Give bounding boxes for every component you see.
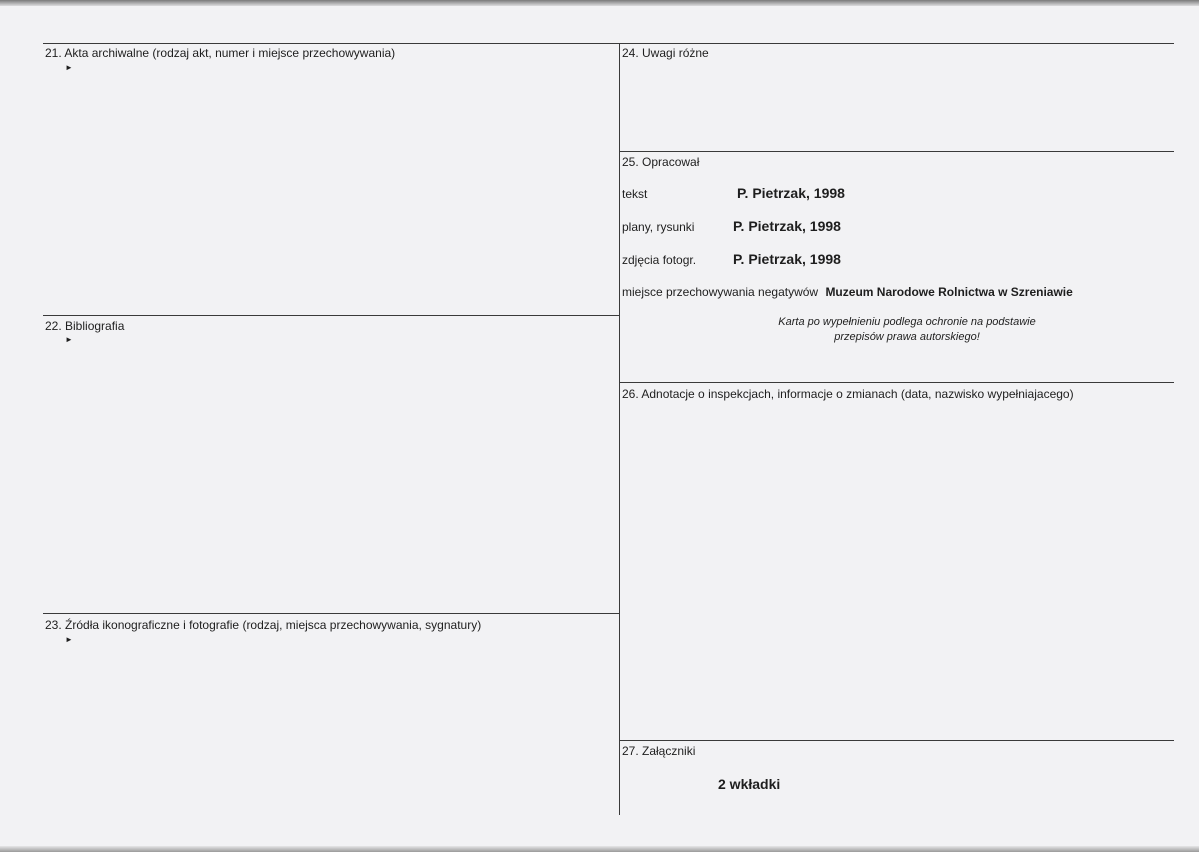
section-23-title: 23. Źródła ikonograficzne i fotografie (rodzaj, miejsca przechowywania, sygnatury) [45, 618, 482, 632]
divider-26-27 [619, 740, 1174, 741]
plany-value: P. Pietrzak, 1998 [733, 218, 841, 234]
section-22-title: 22. Bibliografia [45, 319, 125, 333]
arrow-icon: ► [65, 63, 73, 72]
negatives-value: Muzeum Narodowe Rolnictwa w Szreniawie [825, 285, 1073, 299]
scan-bottom-edge [0, 846, 1199, 852]
section-24-title: 24. Uwagi różne [622, 46, 709, 60]
scan-top-edge [0, 0, 1199, 6]
arrow-icon: ► [65, 635, 73, 644]
zdjecia-label: zdjęcia fotogr. [622, 253, 697, 267]
divider-top-right [619, 43, 1174, 44]
divider-22-23 [43, 613, 619, 614]
tekst-value: P. Pietrzak, 1998 [737, 185, 845, 201]
tekst-label: tekst [622, 187, 648, 201]
divider-top-left [43, 43, 619, 44]
section-26-title: 26. Adnotacje o inspekcjach, informacje o zmianach (data, nazwisko wypełniajacego) [622, 387, 1074, 401]
negatives-label: miejsce przechowywania negatywów [622, 285, 819, 299]
section-25-title: 25. Opracował [622, 155, 700, 169]
divider-25-26 [619, 382, 1174, 383]
zdjecia-value: P. Pietrzak, 1998 [733, 251, 841, 267]
plany-label: plany, rysunki [622, 220, 695, 234]
negatives-line [622, 285, 1073, 299]
section-27-title: 27. Załączniki [622, 744, 696, 758]
copyright-line-1: Karta po wypełnieniu podlega ochronie na podstawie [778, 316, 1036, 328]
divider-21-22 [43, 315, 619, 316]
copyright-note [727, 315, 1087, 345]
divider-vertical [619, 43, 620, 815]
arrow-icon: ► [65, 335, 73, 344]
copyright-line-2: przepisów prawa autorskiego! [834, 331, 980, 343]
attachments-value: 2 wkładki [718, 776, 781, 792]
divider-24-25 [619, 151, 1174, 152]
section-21-title: 21. Akta archiwalne (rodzaj akt, numer i miejsce przechowywania) [45, 46, 396, 60]
